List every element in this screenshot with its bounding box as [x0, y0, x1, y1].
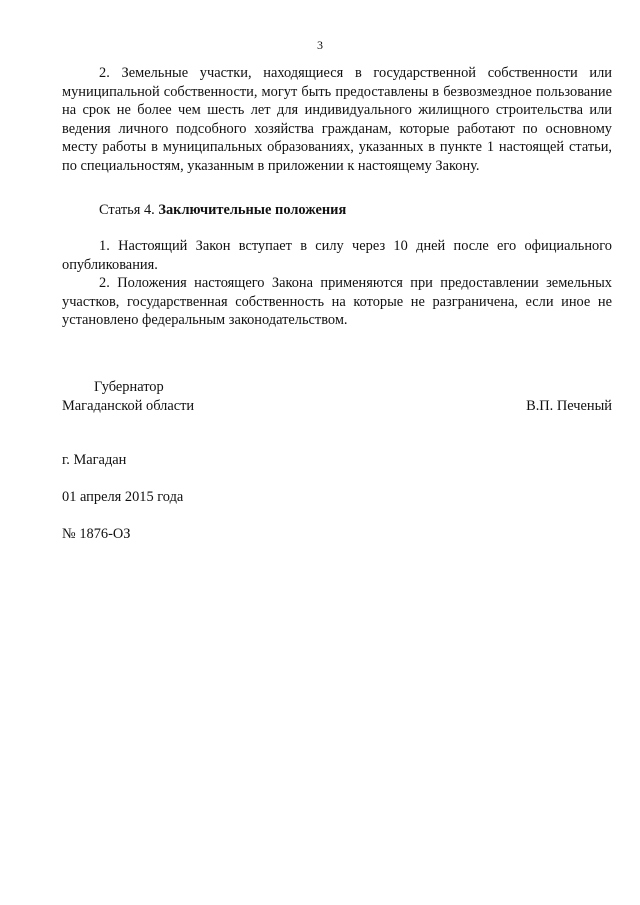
signatory-region: Магаданской области	[62, 398, 195, 414]
signature-row	[62, 397, 612, 416]
article-3-section	[62, 64, 612, 176]
signing-date: 01 апреля 2015 года	[62, 489, 184, 505]
article-4-heading	[99, 201, 346, 219]
article-3-paragraph-2: 2. Земельные участки, находящиеся в государственной собственности или муниципальной собственности, могут быть предоставлены в безвозмездное пользование на срок не более чем шесть лет для индивидуального жилищного строительства или ведения личного подсобного хозяйства гражданам, которые работают по основному месту работы в муниципальных образованиях, указанных в пункте 1 настоящей статьи, по специальностям, указанным в приложении к настоящему Закону.	[62, 65, 612, 174]
signatory-position-title: Губернатор	[94, 379, 164, 395]
signatory-name: В.П. Печеный	[526, 398, 612, 414]
article-4-label: Статья 4.	[99, 202, 155, 218]
page-number: 3	[317, 38, 323, 52]
signing-place: г. Магадан	[62, 452, 127, 468]
article-4-section	[62, 237, 612, 330]
law-number: № 1876-ОЗ	[62, 526, 131, 542]
signature-block	[62, 378, 612, 416]
article-4-title: Заключительные положения	[158, 202, 347, 218]
article-4-paragraph-2: 2. Положения настоящего Закона применяются при предоставлении земельных участков, государственная собственность на которые не разграничена, если иное не установлено федеральным законодательством.	[62, 275, 612, 329]
article-4-paragraph-1: 1. Настоящий Закон вступает в силу через 10 дней после его официального опубликования.	[62, 238, 612, 273]
